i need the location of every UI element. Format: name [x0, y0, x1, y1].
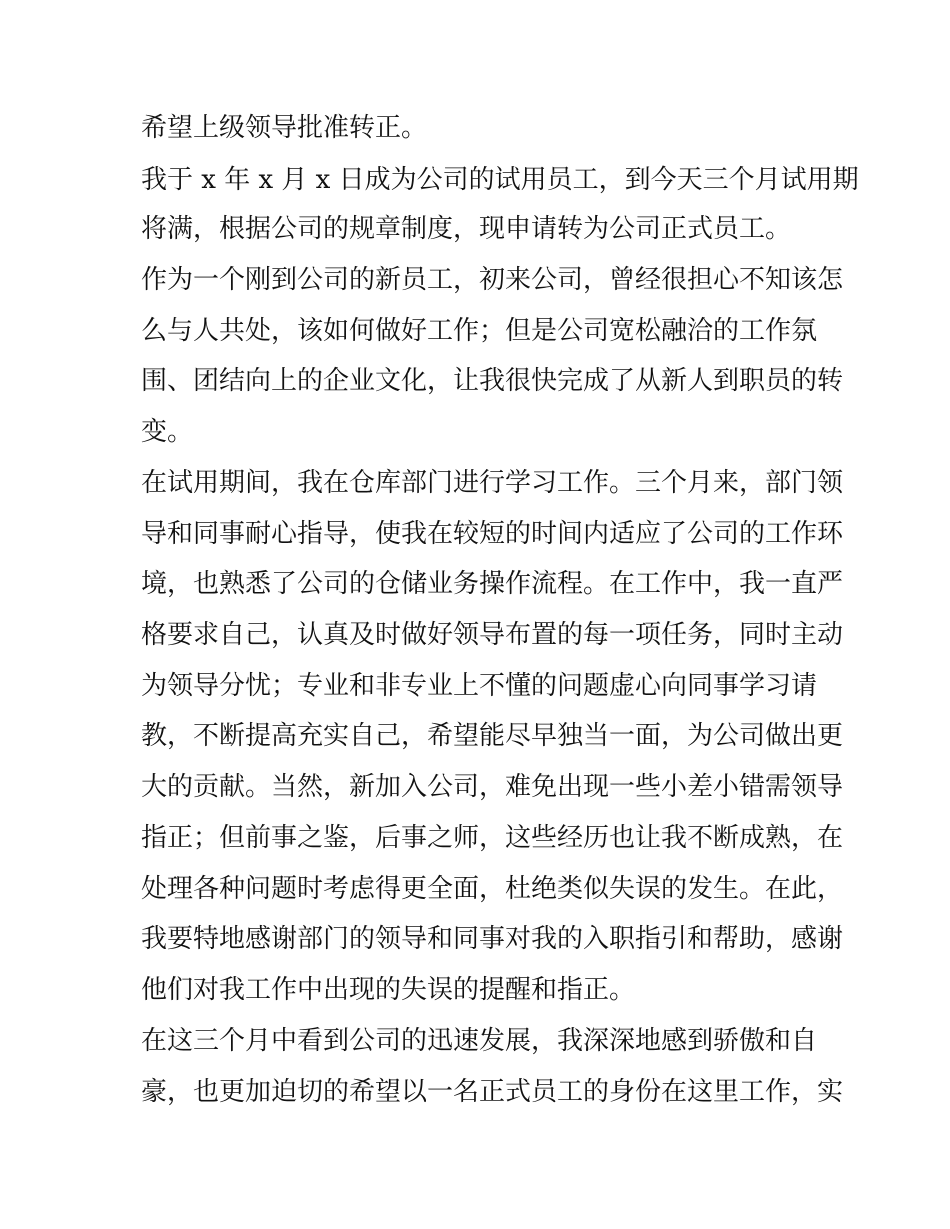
text-line: 教，不断提高充实自己，希望能尽早独当一面，为公司做出更 — [141, 721, 844, 751]
text-line: 在试用期间，我在仓库部门进行学习工作。三个月来，部门领 — [141, 468, 844, 498]
text-line: 大的贡献。当然，新加入公司，难免出现一些小差小错需领导 — [141, 772, 844, 802]
text-line: 他们对我工作中出现的失误的提醒和指正。 — [141, 975, 636, 1005]
text-line: 将满，根据公司的规章制度，现申请转为公司正式员工。 — [141, 214, 792, 244]
text-line: 么与人共处，该如何做好工作；但是公司宽松融洽的工作氛 — [141, 316, 818, 346]
text-line: 处理各种问题时考虑得更全面，杜绝类似失误的发生。在此， — [141, 874, 844, 904]
text-line: 格要求自己，认真及时做好领导布置的每一项任务，同时主动 — [141, 620, 844, 650]
text-line: 作为一个刚到公司的新员工，初来公司，曾经很担心不知该怎 — [141, 265, 844, 295]
text-line: 我于 x 年 x 月 x 日成为公司的试用员工，到今天三个月试用期 — [141, 165, 859, 195]
text-line: 境，也熟悉了公司的仓储业务操作流程。在工作中，我一直严 — [141, 569, 844, 599]
text-line: 变。 — [141, 417, 194, 447]
text-line: 指正；但前事之鉴，后事之师，这些经历也让我不断成熟，在 — [141, 823, 844, 853]
text-line: 豪，也更加迫切的希望以一名正式员工的身份在这里工作，实 — [141, 1077, 844, 1107]
text-line: 在这三个月中看到公司的迅速发展，我深深地感到骄傲和自 — [141, 1026, 818, 1056]
text-line: 希望上级领导批准转正。 — [141, 113, 428, 143]
text-line: 导和同事耐心指导，使我在较短的时间内适应了公司的工作环 — [141, 519, 844, 549]
text-line: 为领导分忧；专业和非专业上不懂的问题虚心向同事学习请 — [141, 671, 818, 701]
text-line: 围、团结向上的企业文化，让我很快完成了从新人到职员的转 — [141, 366, 844, 396]
text-line: 我要特地感谢部门的领导和同事对我的入职指引和帮助，感谢 — [141, 924, 844, 954]
